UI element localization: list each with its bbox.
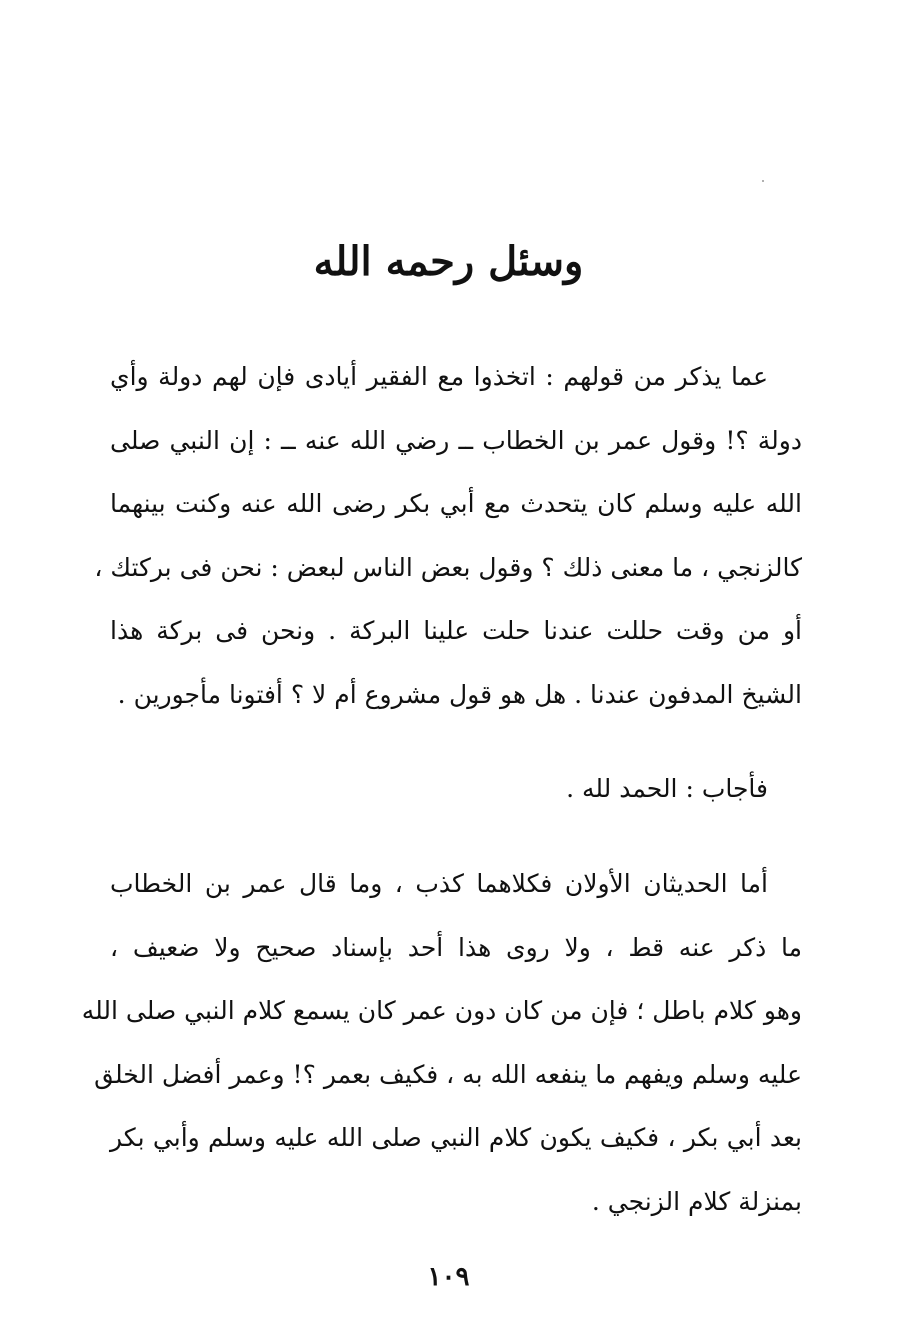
answer-line: أما الحديثان الأولان فكلاهما كذب ، وما قال عمر بن الخطاب xyxy=(110,869,768,898)
section-heading: وسئل رحمه الله xyxy=(313,238,584,285)
answer-line: عليه وسلم ويفهم ما ينفعه الله به ، فكيف بعمر ؟! وعمر أفضل الخلق xyxy=(94,1059,802,1089)
answer-intro xyxy=(110,764,802,814)
page-number: ١٠٩ xyxy=(427,1262,470,1292)
question-line: دولة ؟! وقول عمر بن الخطاب ــ رضي الله عنه ــ : إن النبي صلى xyxy=(110,425,802,455)
answer-line: ما ذكر عنه قط ، ولا روى هذا أحد بإسناد صحيح ولا ضعيف ، xyxy=(110,932,802,962)
answer-intro-text: فأجاب : الحمد لله . xyxy=(566,774,768,803)
question-line: الله عليه وسلم كان يتحدث مع أبي بكر رضى الله عنه وكنت بينهما xyxy=(110,489,802,518)
answer-paragraph xyxy=(81,852,802,1233)
answer-line: وهو كلام باطل ؛ فإن من كان دون عمر كان يسمع كلام النبي صلى الله xyxy=(81,996,802,1025)
question-paragraph xyxy=(94,345,802,726)
question-line: أو من وقت حللت عندنا حلت علينا البركة . ونحن فى بركة هذا xyxy=(110,616,802,645)
question-line: الشيخ المدفون عندنا . هل هو قول مشروع أم لا ؟ أفتونا مأجورين . xyxy=(117,679,802,709)
speck-mark xyxy=(762,180,764,182)
answer-line: بعد أبي بكر ، فكيف يكون كلام النبي صلى الله عليه وسلم وأبي بكر xyxy=(110,1123,802,1152)
question-line: عما يذكر من قولهم : اتخذوا مع الفقير أيادى فإن لهم دولة وأي xyxy=(110,362,768,391)
question-line: كالزنجي ، ما معنى ذلك ؟ وقول بعض الناس لبعض : نحن فى بركتك ، xyxy=(94,552,802,582)
answer-line: بمنزلة كلام الزنجي . xyxy=(591,1186,802,1216)
